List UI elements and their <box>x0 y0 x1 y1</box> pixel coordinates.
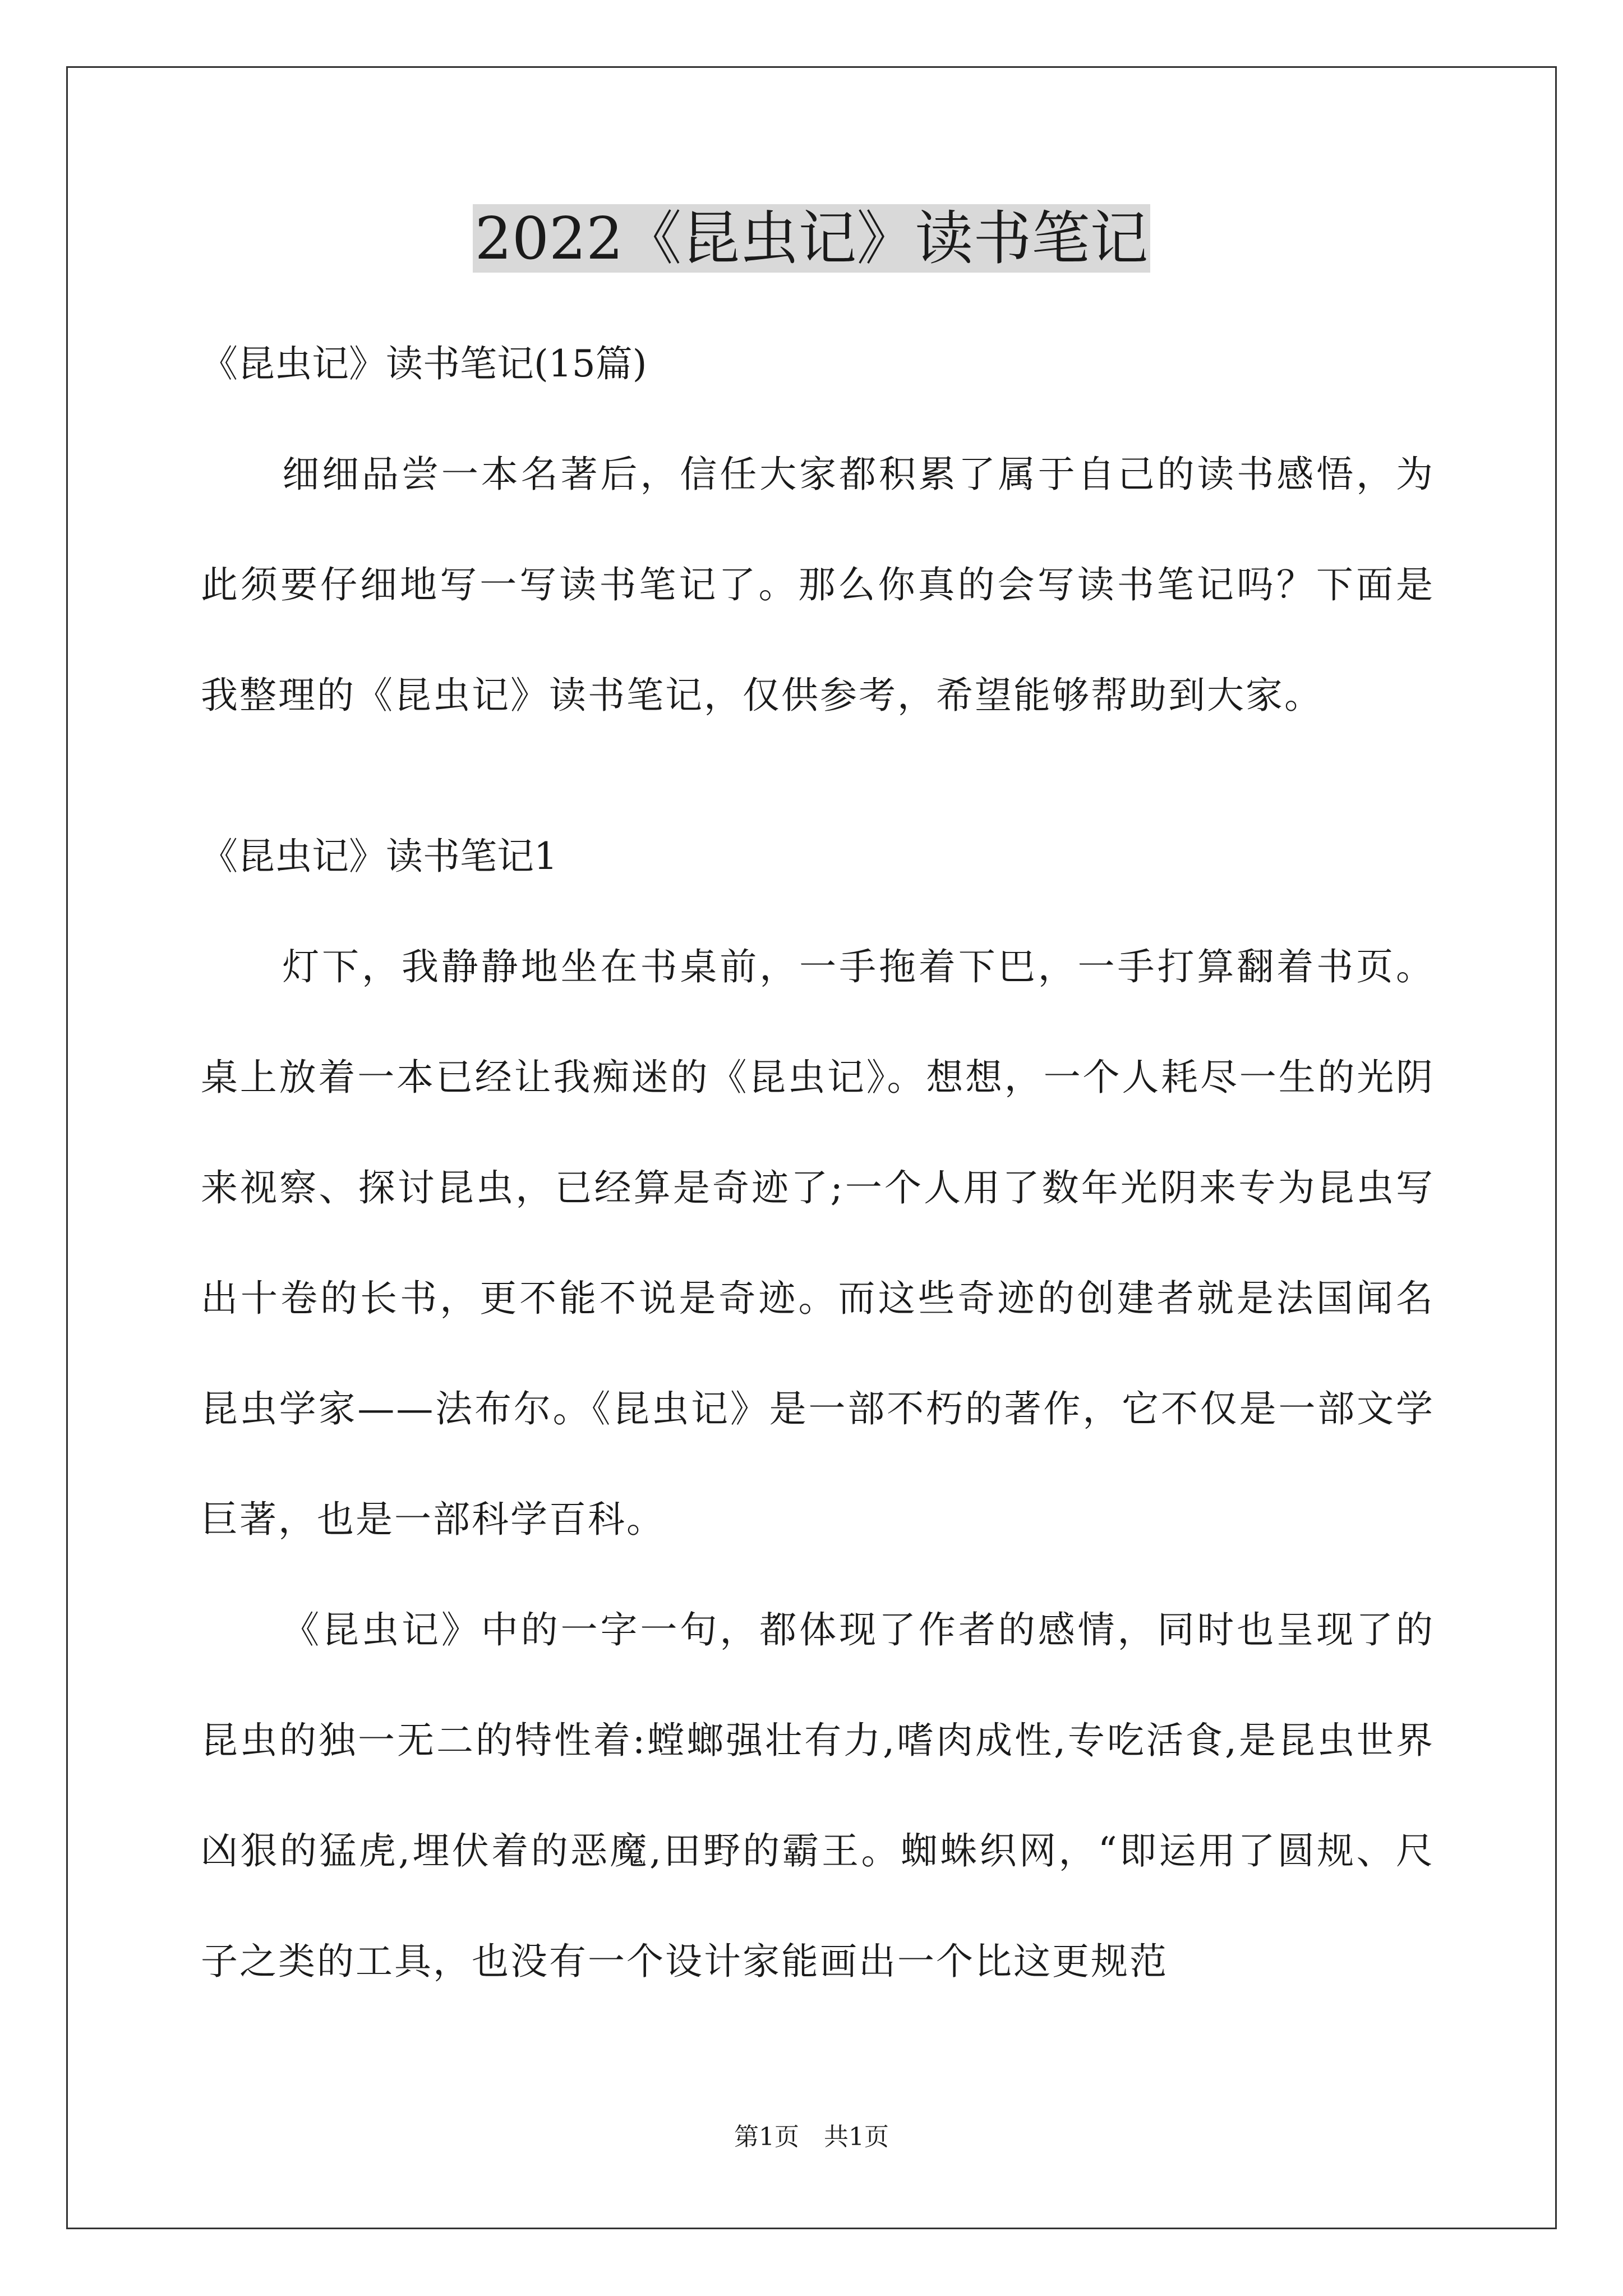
document-title-text: 2022《昆虫记》读书笔记 <box>473 204 1151 273</box>
section-spacer <box>201 751 1435 801</box>
intro-paragraph: 细细品尝一本名著后，信任大家都积累了属于自己的读书感悟，为此须要仔细地写一写读书笔记了。那么你真的会写读书笔记吗？下面是我整理的《昆虫记》读书笔记，仅供参考，希望能够帮助到大家。 <box>201 453 1435 717</box>
page-number-footer: 第1页 共1页 <box>734 2123 889 2151</box>
section-heading: 《昆虫记》读书笔记1 <box>201 835 557 878</box>
body-paragraph: 灯下，我静静地坐在书桌前，一手拖着下巴，一手打算翻着书页。桌上放着一本已经让我痴迷的《昆虫记》。想想，一个人耗尽一生的光阴来视察、探讨昆虫，已经算是奇迹了;一个人用了数年光阴来专为昆虫写出十卷的长书，更不能不说是奇迹。而这些奇迹的创建者就是法国闻名昆虫学家——法布尔。《昆虫记》是一部不朽的著作，它不仅是一部文学巨著，也是一部科学百科。 <box>201 945 1435 1541</box>
document-body <box>201 309 1435 2017</box>
body-paragraph: 《昆虫记》中的一字一句，都体现了作者的感情，同时也呈现了的昆虫的独一无二的特性着:螳螂强壮有力,嗜肉成性,专吃活食,是昆虫世界凶狠的猛虎,埋伏着的恶魔,田野的霸王。蜘蛛织网，“即运用了圆规、尺子之类的工具，也没有一个设计家能画出一个比这更规范 <box>201 1608 1435 1983</box>
collection-heading: 《昆虫记》读书笔记(15篇) <box>201 342 647 385</box>
document-title <box>0 199 1623 278</box>
